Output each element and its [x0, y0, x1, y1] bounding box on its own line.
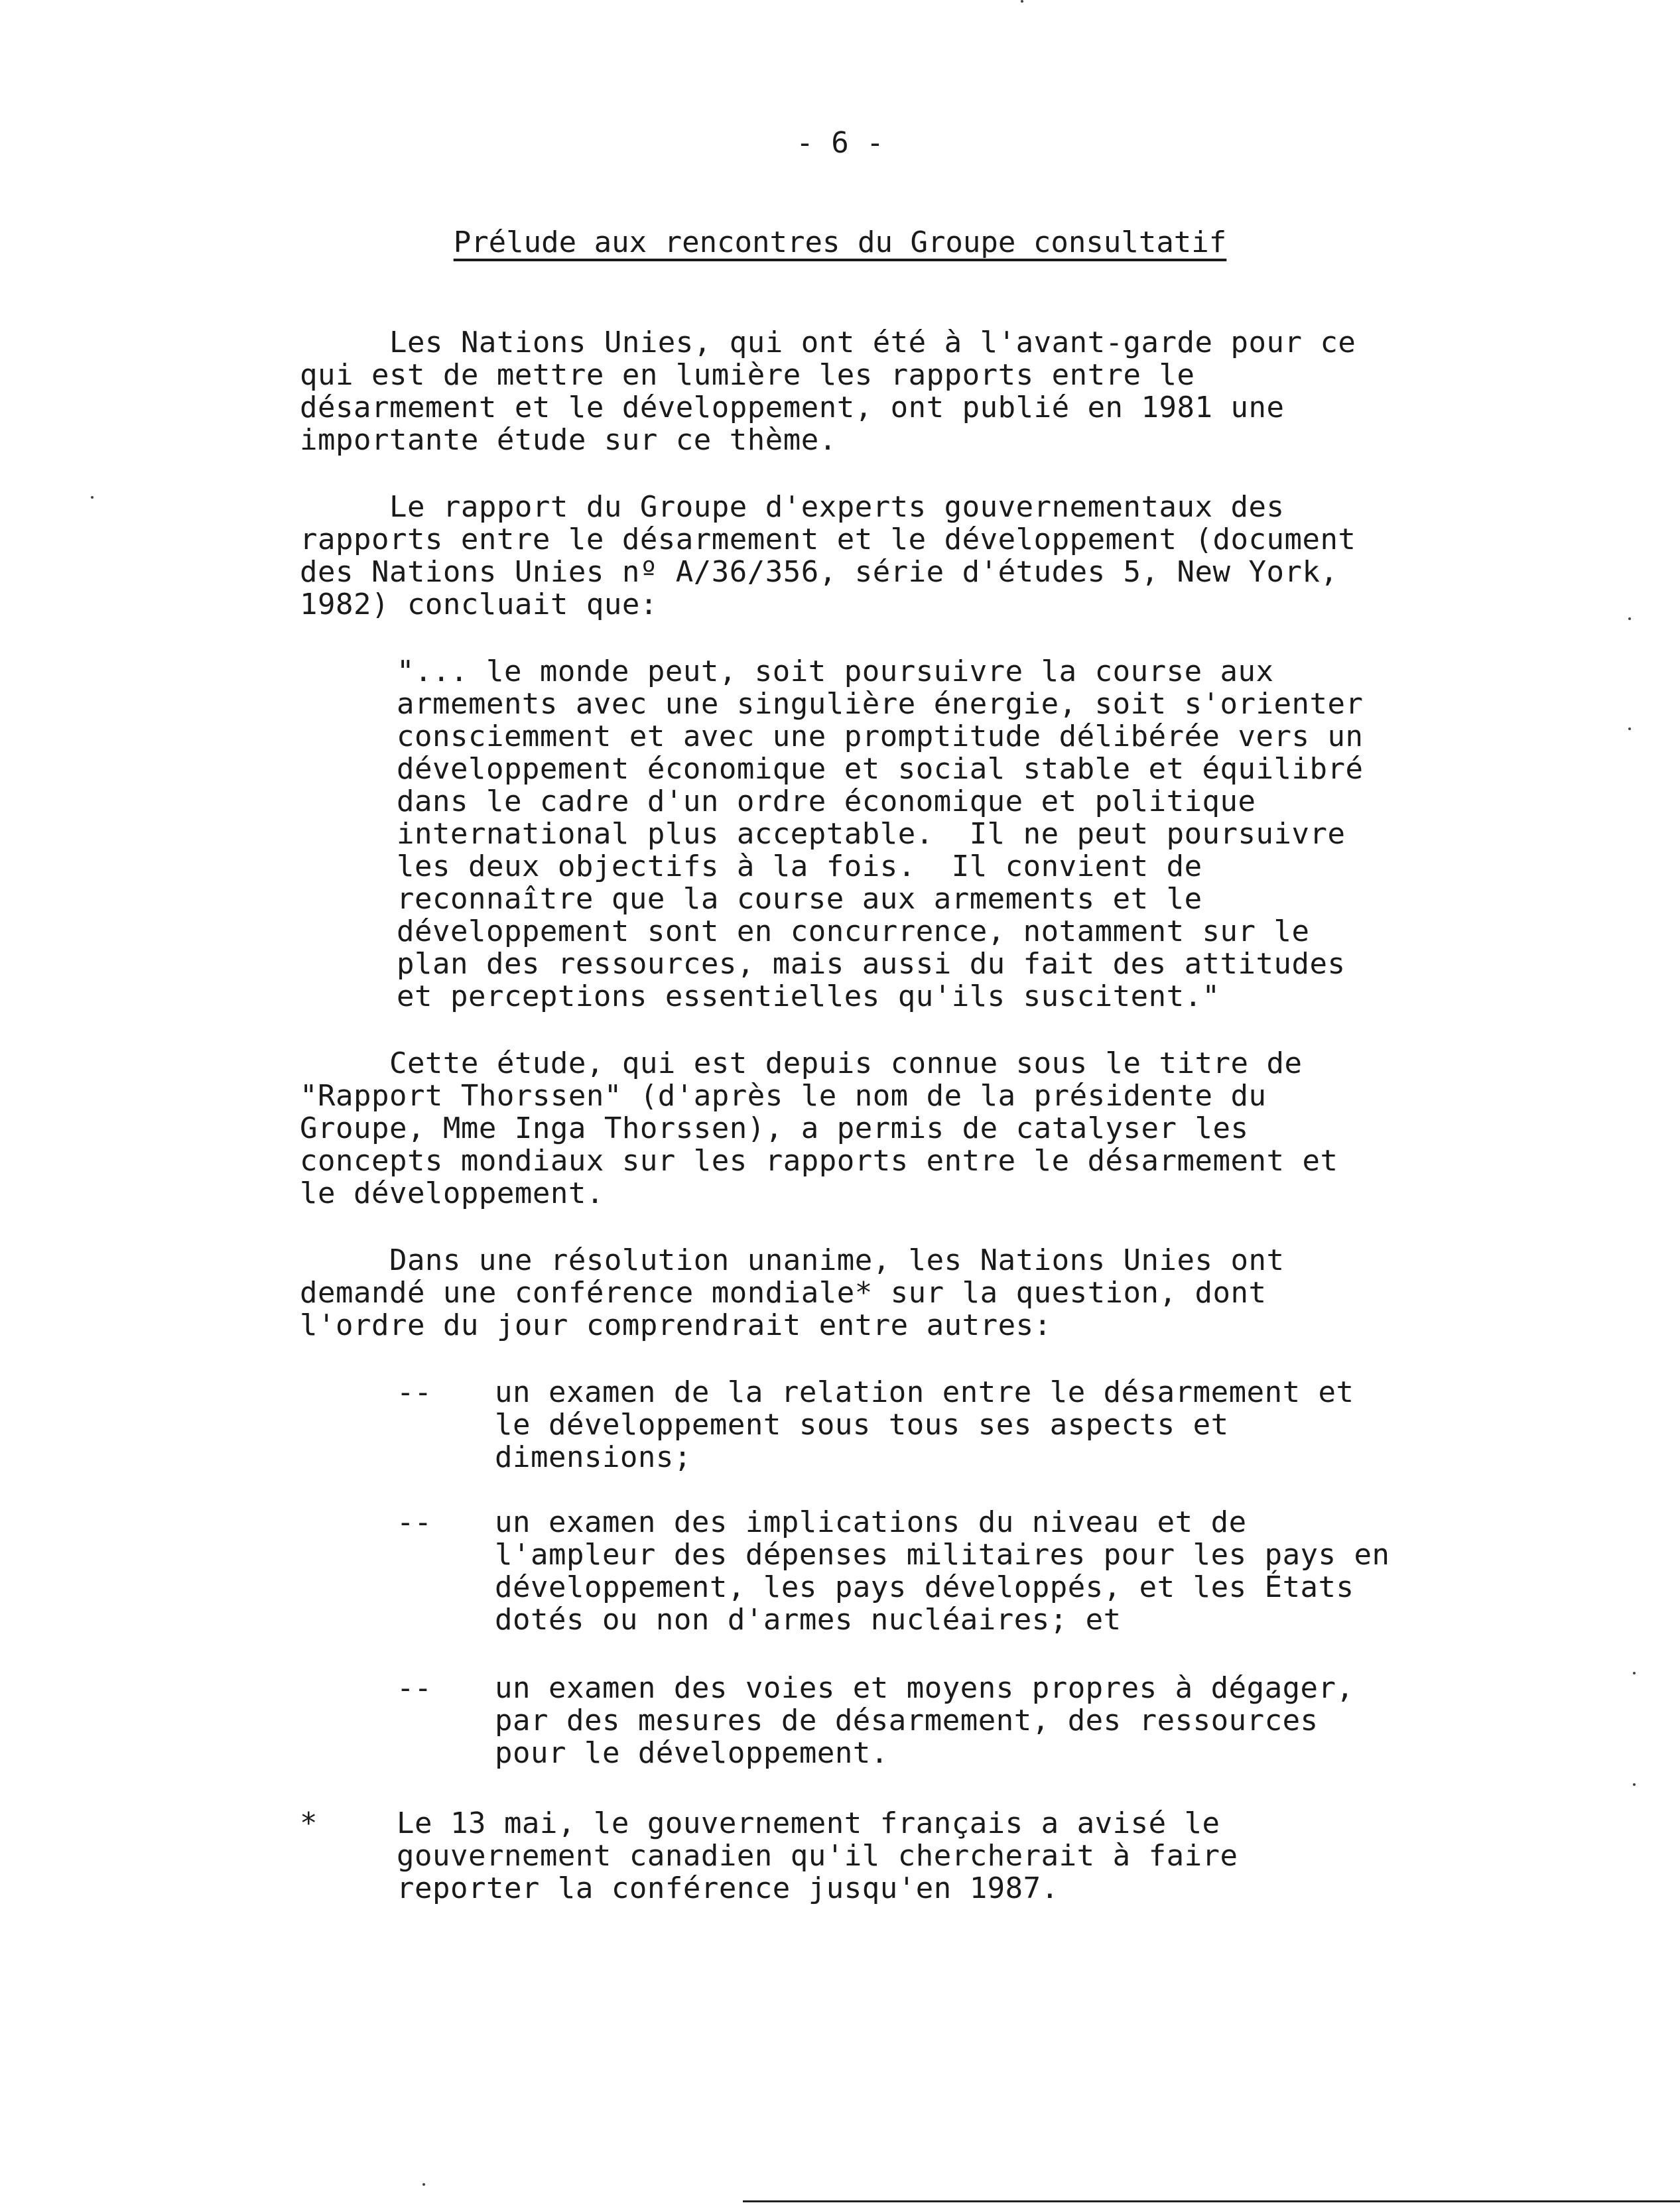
scan-speck [91, 496, 94, 499]
footnote-line: Le 13 mai, le gouvernement français a avisé le [397, 1806, 1220, 1840]
quote-line: dans le cadre d'un ordre économique et politique [397, 785, 1256, 818]
quote-line: "... le monde peut, soit poursuivre la course aux [397, 655, 1274, 688]
bullet-line: l'ampleur des dépenses militaires pour les pays en [495, 1538, 1390, 1572]
page-number: - 6 - [796, 126, 884, 160]
footnote-marker: * [300, 1806, 318, 1840]
quote-line: les deux objectifs à la fois. Il convient de [397, 850, 1202, 883]
footnote-line: gouvernement canadien qu'il chercherait à faire [397, 1839, 1238, 1873]
scan-speck [1628, 617, 1631, 620]
quote-line: développement sont en concurrence, notamment sur le [397, 914, 1310, 948]
paragraph-4-line: demandé une conférence mondiale* sur la question, dont [300, 1276, 1267, 1310]
bullet-line: un examen des implications du niveau et de [495, 1505, 1247, 1539]
quote-line: armements avec une singulière énergie, soit s'orienter [397, 687, 1364, 721]
bullet-line: dotés ou non d'armes nucléaires; et [495, 1603, 1122, 1637]
bullet-line: par des mesures de désarmement, des ressources [495, 1704, 1319, 1737]
scan-speck [1021, 0, 1023, 3]
paragraph-2-line: Le rapport du Groupe d'experts gouvernementaux des [300, 490, 1285, 524]
scan-speck [1633, 1672, 1636, 1674]
footnote-line: reporter la conférence jusqu'en 1987. [397, 1871, 1059, 1905]
paragraph-1-line: qui est de mettre en lumière les rapports entre le [300, 358, 1195, 392]
paragraph-4-line: l'ordre du jour comprendrait entre autres: [300, 1308, 1052, 1342]
bullet-marker: -- [397, 1375, 432, 1409]
quote-line: reconnaître que la course aux armements et le [397, 882, 1202, 916]
paragraph-3-line: "Rapport Thorssen" (d'après le nom de la présidente du [300, 1079, 1267, 1113]
bullet-marker: -- [397, 1505, 432, 1539]
paragraph-1-line: Les Nations Unies, qui ont été à l'avant-garde pour ce [300, 326, 1356, 359]
paragraph-3-line: Cette étude, qui est depuis connue sous le titre de [300, 1046, 1303, 1080]
paragraph-2-line: 1982) concluait que: [300, 588, 658, 621]
paragraph-1-line: désarmement et le développement, ont publié en 1981 une [300, 391, 1285, 424]
paragraph-2-line: des Nations Unies nº A/36/356, série d'études 5, New York, [300, 555, 1338, 589]
bullet-marker: -- [397, 1671, 432, 1705]
bullet-line: développement, les pays développés, et les États [495, 1570, 1354, 1604]
paragraph-4-line: Dans une résolution unanime, les Nations Unies ont [300, 1243, 1285, 1277]
quote-line: consciemment et avec une promptitude délibérée vers un [397, 720, 1364, 753]
quote-line: plan des ressources, mais aussi du fait des attitudes [397, 947, 1346, 981]
quote-line: et perceptions essentielles qu'ils suscitent." [397, 979, 1220, 1013]
bullet-line: le développement sous tous ses aspects et [495, 1408, 1229, 1442]
paragraph-3-line: concepts mondiaux sur les rapports entre le désarmement et [300, 1144, 1338, 1178]
bullet-line: un examen des voies et moyens propres à dégager, [495, 1671, 1354, 1705]
bottom-rule [743, 2200, 1680, 2202]
paragraph-3-line: Groupe, Mme Inga Thorssen), a permis de catalyser les [300, 1111, 1249, 1145]
section-heading: Prélude aux rencontres du Groupe consultatif [453, 225, 1227, 259]
bullet-line: pour le développement. [495, 1736, 889, 1770]
scan-speck [1628, 727, 1631, 730]
paragraph-3-line: le développement. [300, 1176, 604, 1210]
quote-line: développement économique et social stable et équilibré [397, 752, 1364, 786]
paragraph-1-line: importante étude sur ce thème. [300, 423, 837, 457]
bullet-line: dimensions; [495, 1440, 692, 1474]
quote-line: international plus acceptable. Il ne peut poursuivre [397, 817, 1346, 851]
paragraph-2-line: rapports entre le désarmement et le développement (document [300, 523, 1356, 556]
scan-speck [1633, 1783, 1636, 1786]
scan-speck [422, 2183, 425, 2186]
bullet-line: un examen de la relation entre le désarmement et [495, 1375, 1354, 1409]
